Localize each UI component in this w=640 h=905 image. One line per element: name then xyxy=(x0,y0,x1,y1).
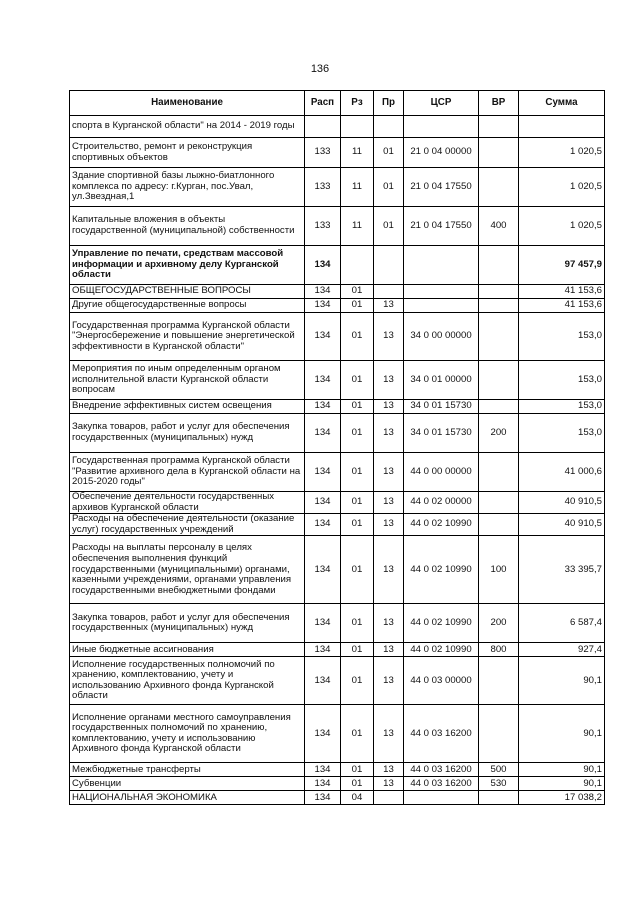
cell-name: Закупка товаров, работ и услуг для обеспечения государственных (муниципальных) нужд xyxy=(70,414,305,453)
cell-pr: 13 xyxy=(374,643,404,657)
cell-pr: 13 xyxy=(374,414,404,453)
header-sum: Сумма xyxy=(519,91,605,116)
cell-rasp: 134 xyxy=(305,285,341,299)
cell-sum xyxy=(519,116,605,138)
cell-pr: 13 xyxy=(374,763,404,777)
cell-vr xyxy=(479,514,519,536)
cell-rasp: 133 xyxy=(305,138,341,168)
cell-name: Государственная программа Курганской области "Развитие архивного дела в Курганской области на 2015-2020 годы" xyxy=(70,453,305,492)
cell-pr: 01 xyxy=(374,138,404,168)
cell-name: Мероприятия по иным определенным органом исполнительной власти Курганской области вопросам xyxy=(70,361,305,400)
table-row xyxy=(70,138,605,168)
cell-vr: 100 xyxy=(479,536,519,604)
cell-name: ОБЩЕГОСУДАРСТВЕННЫЕ ВОПРОСЫ xyxy=(70,285,305,299)
table-row xyxy=(70,492,605,514)
cell-name: спорта в Курганской области" на 2014 - 2019 годы xyxy=(70,116,305,138)
cell-vr xyxy=(479,400,519,414)
cell-pr: 13 xyxy=(374,313,404,361)
cell-rasp: 134 xyxy=(305,400,341,414)
cell-vr: 200 xyxy=(479,414,519,453)
cell-rz: 01 xyxy=(341,453,374,492)
cell-vr xyxy=(479,138,519,168)
cell-pr: 13 xyxy=(374,777,404,791)
cell-rasp xyxy=(305,116,341,138)
table-row xyxy=(70,453,605,492)
cell-sum: 33 395,7 xyxy=(519,536,605,604)
cell-sum: 90,1 xyxy=(519,763,605,777)
cell-rasp: 134 xyxy=(305,299,341,313)
cell-sum: 153,0 xyxy=(519,400,605,414)
cell-rasp: 134 xyxy=(305,777,341,791)
cell-sum: 153,0 xyxy=(519,313,605,361)
cell-vr xyxy=(479,246,519,285)
cell-sum: 90,1 xyxy=(519,657,605,705)
cell-rasp: 133 xyxy=(305,207,341,246)
cell-pr: 13 xyxy=(374,536,404,604)
cell-pr xyxy=(374,791,404,805)
cell-rz: 04 xyxy=(341,791,374,805)
cell-sum: 90,1 xyxy=(519,777,605,791)
cell-sum: 41 153,6 xyxy=(519,285,605,299)
cell-pr: 13 xyxy=(374,299,404,313)
cell-sum: 1 020,5 xyxy=(519,168,605,207)
cell-rz: 01 xyxy=(341,400,374,414)
cell-vr xyxy=(479,168,519,207)
table-row xyxy=(70,536,605,604)
table-row xyxy=(70,514,605,536)
header-csr: ЦСР xyxy=(404,91,479,116)
cell-rz: 11 xyxy=(341,168,374,207)
cell-vr xyxy=(479,453,519,492)
cell-rz: 01 xyxy=(341,414,374,453)
cell-name: Внедрение эффективных систем освещения xyxy=(70,400,305,414)
cell-pr: 13 xyxy=(374,361,404,400)
cell-pr: 13 xyxy=(374,453,404,492)
cell-pr xyxy=(374,116,404,138)
cell-csr: 44 0 02 10990 xyxy=(404,604,479,643)
table-row xyxy=(70,116,605,138)
table-row xyxy=(70,763,605,777)
cell-vr xyxy=(479,492,519,514)
table-row xyxy=(70,299,605,313)
cell-sum: 17 038,2 xyxy=(519,791,605,805)
cell-csr: 34 0 01 15730 xyxy=(404,414,479,453)
cell-vr xyxy=(479,791,519,805)
cell-sum: 927,4 xyxy=(519,643,605,657)
cell-rz: 01 xyxy=(341,657,374,705)
cell-rz: 01 xyxy=(341,536,374,604)
cell-vr: 500 xyxy=(479,763,519,777)
cell-rz xyxy=(341,116,374,138)
cell-sum: 41 000,6 xyxy=(519,453,605,492)
cell-rz: 01 xyxy=(341,763,374,777)
header-pr: Пр xyxy=(374,91,404,116)
cell-rasp: 134 xyxy=(305,492,341,514)
cell-vr xyxy=(479,116,519,138)
cell-name: Обеспечение деятельности государственных архивов Курганской области xyxy=(70,492,305,514)
header-rz: Рз xyxy=(341,91,374,116)
cell-pr xyxy=(374,285,404,299)
cell-csr: 21 0 04 17550 xyxy=(404,168,479,207)
cell-vr xyxy=(479,361,519,400)
cell-rasp: 134 xyxy=(305,361,341,400)
cell-name: Другие общегосударственные вопросы xyxy=(70,299,305,313)
cell-rz: 01 xyxy=(341,777,374,791)
cell-vr: 200 xyxy=(479,604,519,643)
cell-rasp: 134 xyxy=(305,313,341,361)
cell-sum: 153,0 xyxy=(519,414,605,453)
cell-sum: 6 587,4 xyxy=(519,604,605,643)
cell-csr: 44 0 03 16200 xyxy=(404,777,479,791)
cell-rasp: 134 xyxy=(305,246,341,285)
cell-sum: 90,1 xyxy=(519,705,605,763)
cell-csr: 44 0 02 10990 xyxy=(404,536,479,604)
table-row xyxy=(70,777,605,791)
table-row xyxy=(70,285,605,299)
cell-pr: 13 xyxy=(374,705,404,763)
cell-csr: 34 0 01 15730 xyxy=(404,400,479,414)
cell-vr xyxy=(479,313,519,361)
table-row xyxy=(70,168,605,207)
cell-rz: 11 xyxy=(341,138,374,168)
cell-csr: 21 0 04 00000 xyxy=(404,138,479,168)
cell-csr: 44 0 03 00000 xyxy=(404,657,479,705)
cell-name: Исполнение государственных полномочий по хранению, комплектованию, учету и использованию Архивного фонда Курганской области xyxy=(70,657,305,705)
cell-csr xyxy=(404,285,479,299)
cell-rz: 01 xyxy=(341,492,374,514)
table-row xyxy=(70,246,605,285)
cell-sum: 1 020,5 xyxy=(519,207,605,246)
table-row xyxy=(70,207,605,246)
cell-sum: 40 910,5 xyxy=(519,514,605,536)
cell-rasp: 134 xyxy=(305,604,341,643)
cell-rasp: 134 xyxy=(305,657,341,705)
table-row xyxy=(70,361,605,400)
cell-rz: 01 xyxy=(341,299,374,313)
cell-rz xyxy=(341,246,374,285)
cell-csr xyxy=(404,299,479,313)
cell-rasp: 133 xyxy=(305,168,341,207)
cell-vr xyxy=(479,285,519,299)
cell-csr: 34 0 00 00000 xyxy=(404,313,479,361)
cell-name: Исполнение органами местного самоуправления государственных полномочий по хранению, комплектованию, учету и использованию Архивного фонда Курганской области xyxy=(70,705,305,763)
cell-rasp: 134 xyxy=(305,705,341,763)
cell-name: НАЦИОНАЛЬНАЯ ЭКОНОМИКА xyxy=(70,791,305,805)
cell-rz: 11 xyxy=(341,207,374,246)
cell-csr xyxy=(404,116,479,138)
cell-name: Субвенции xyxy=(70,777,305,791)
cell-rasp: 134 xyxy=(305,791,341,805)
cell-rz: 01 xyxy=(341,705,374,763)
cell-pr xyxy=(374,246,404,285)
table-row xyxy=(70,657,605,705)
cell-pr: 13 xyxy=(374,514,404,536)
cell-sum: 153,0 xyxy=(519,361,605,400)
cell-sum: 40 910,5 xyxy=(519,492,605,514)
budget-table xyxy=(69,90,605,805)
cell-csr: 44 0 00 00000 xyxy=(404,453,479,492)
cell-rasp: 134 xyxy=(305,643,341,657)
cell-name: Здание спортивной базы лыжно-биатлонного комплекса по адресу: г.Курган, пос.Увал, ул.Звездная,1 xyxy=(70,168,305,207)
cell-vr xyxy=(479,657,519,705)
cell-csr: 34 0 01 00000 xyxy=(404,361,479,400)
cell-rasp: 134 xyxy=(305,514,341,536)
cell-vr: 400 xyxy=(479,207,519,246)
cell-rz: 01 xyxy=(341,643,374,657)
cell-csr xyxy=(404,791,479,805)
table-row xyxy=(70,400,605,414)
cell-rasp: 134 xyxy=(305,763,341,777)
cell-sum: 97 457,9 xyxy=(519,246,605,285)
cell-pr: 01 xyxy=(374,168,404,207)
cell-name: Расходы на обеспечение деятельности (оказание услуг) государственных учреждений xyxy=(70,514,305,536)
cell-sum: 41 153,6 xyxy=(519,299,605,313)
cell-csr: 21 0 04 17550 xyxy=(404,207,479,246)
table-header-row xyxy=(70,91,605,116)
cell-name: Межбюджетные трансферты xyxy=(70,763,305,777)
cell-pr: 13 xyxy=(374,492,404,514)
table-row xyxy=(70,313,605,361)
header-vr: ВР xyxy=(479,91,519,116)
cell-name: Строительство, ремонт и реконструкция спортивных объектов xyxy=(70,138,305,168)
cell-rz: 01 xyxy=(341,604,374,643)
cell-csr: 44 0 02 00000 xyxy=(404,492,479,514)
cell-pr: 13 xyxy=(374,400,404,414)
cell-pr: 13 xyxy=(374,604,404,643)
cell-vr xyxy=(479,705,519,763)
cell-name: Государственная программа Курганской области "Энергосбережение и повышение энергетической эффективности в Курганской области" xyxy=(70,313,305,361)
cell-vr xyxy=(479,299,519,313)
cell-rz: 01 xyxy=(341,514,374,536)
cell-csr: 44 0 02 10990 xyxy=(404,514,479,536)
cell-rz: 01 xyxy=(341,285,374,299)
cell-name: Расходы на выплаты персоналу в целях обеспечения выполнения функций государственными (муниципальными) органами, казенными учреждениями, органами управления государственными внебюджетными фондами xyxy=(70,536,305,604)
cell-rasp: 134 xyxy=(305,414,341,453)
cell-vr: 800 xyxy=(479,643,519,657)
cell-pr: 01 xyxy=(374,207,404,246)
cell-rz: 01 xyxy=(341,361,374,400)
table-row xyxy=(70,414,605,453)
cell-csr: 44 0 03 16200 xyxy=(404,705,479,763)
table-row xyxy=(70,791,605,805)
header-name: Наименование xyxy=(70,91,305,116)
cell-rasp: 134 xyxy=(305,453,341,492)
cell-vr: 530 xyxy=(479,777,519,791)
cell-rz: 01 xyxy=(341,313,374,361)
cell-sum: 1 020,5 xyxy=(519,138,605,168)
cell-csr xyxy=(404,246,479,285)
cell-name: Управление по печати, средствам массовой информации и архивному делу Курганской области xyxy=(70,246,305,285)
cell-pr: 13 xyxy=(374,657,404,705)
table-row xyxy=(70,643,605,657)
cell-name: Закупка товаров, работ и услуг для обеспечения государственных (муниципальных) нужд xyxy=(70,604,305,643)
cell-csr: 44 0 02 10990 xyxy=(404,643,479,657)
cell-name: Капитальные вложения в объекты государственной (муниципальной) собственности xyxy=(70,207,305,246)
cell-rasp: 134 xyxy=(305,536,341,604)
page-number: 136 xyxy=(310,63,330,75)
table-row xyxy=(70,705,605,763)
cell-name: Иные бюджетные ассигнования xyxy=(70,643,305,657)
cell-csr: 44 0 03 16200 xyxy=(404,763,479,777)
table-row xyxy=(70,604,605,643)
header-rasp: Расп xyxy=(305,91,341,116)
